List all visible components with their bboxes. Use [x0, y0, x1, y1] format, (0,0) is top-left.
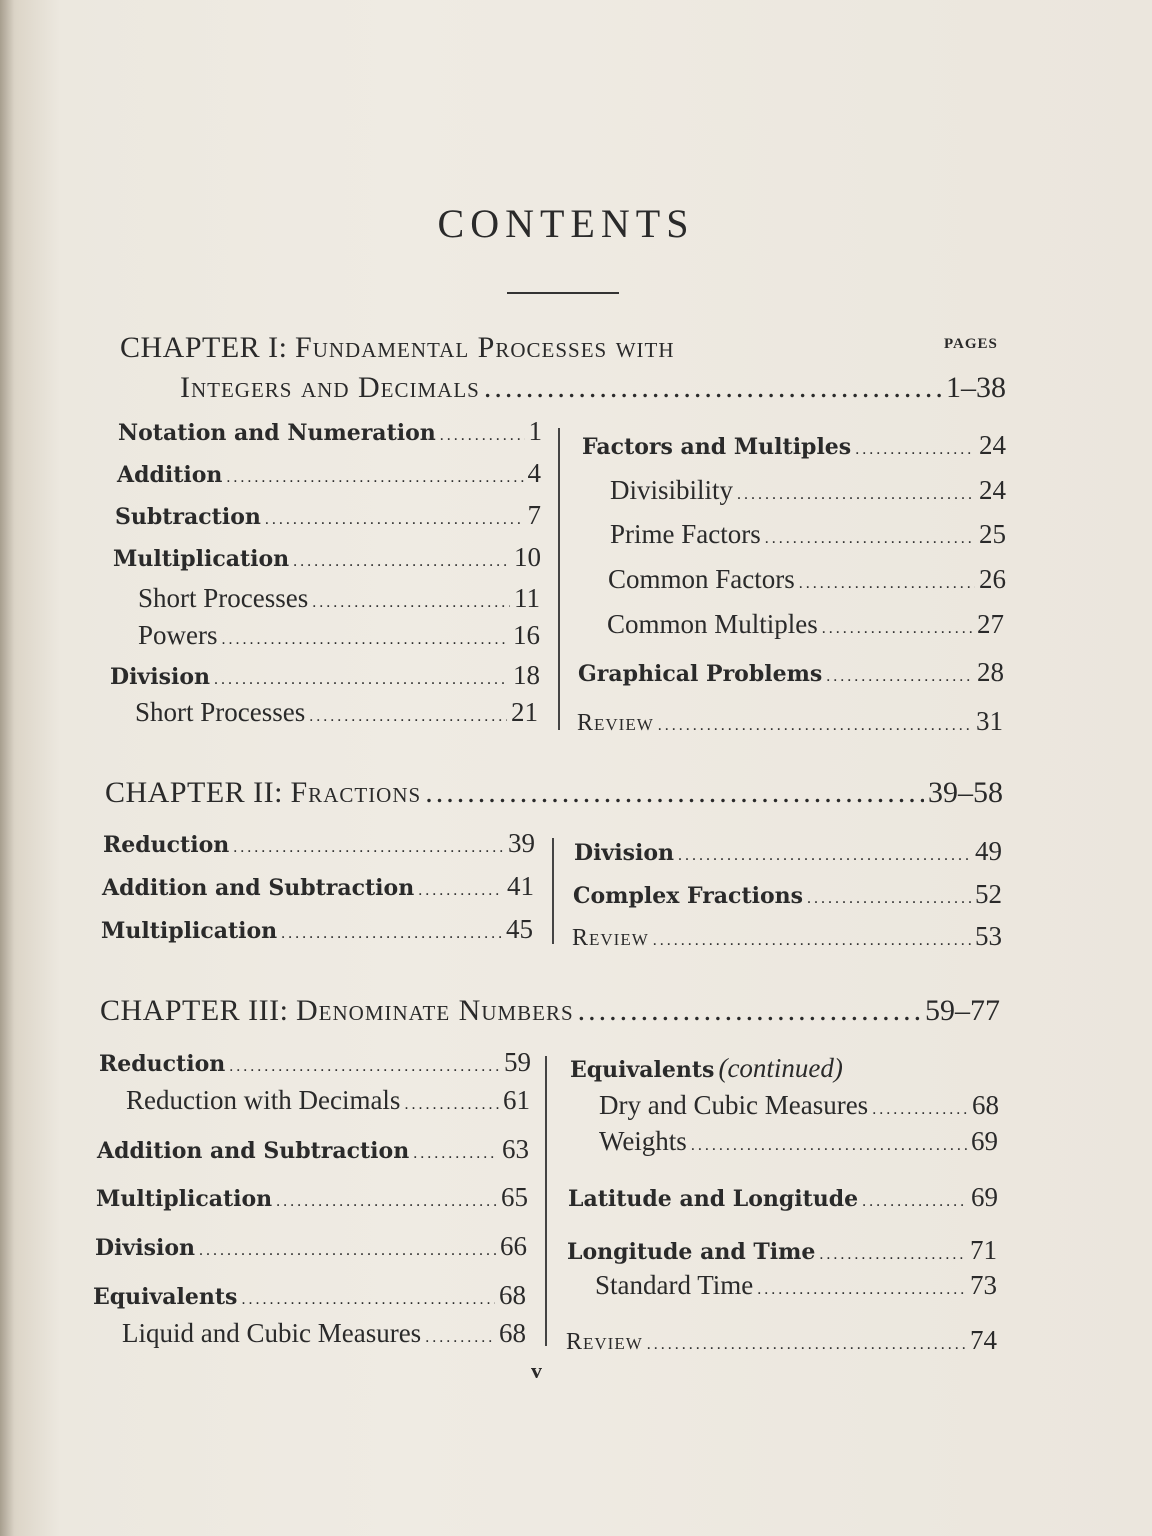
toc-subentry: Weights ..... 69 [599, 1126, 998, 1157]
toc-subentry: Common Multiples ..... 27 [607, 609, 1004, 640]
toc-entry: Factors and Multiples ..... 24 [582, 430, 1006, 461]
chapter-3-heading: CHAPTER III: Denominate Numbers ..... 59–77 [100, 993, 1000, 1029]
toc-entry: Multiplication ..... 10 [113, 542, 541, 573]
toc-entry: Division ..... 66 [95, 1231, 527, 1262]
contents-title: CONTENTS [437, 201, 695, 246]
toc-review: Review ..... 31 [577, 706, 1003, 737]
toc-entry: Longitude and Time ..... 71 [567, 1235, 997, 1266]
toc-subentry: Dry and Cubic Measures ..... 68 [599, 1090, 999, 1121]
toc-entry: Graphical Problems ..... 28 [578, 657, 1004, 688]
column-divider [558, 428, 560, 730]
column-divider [552, 838, 554, 944]
toc-entry: Reduction ..... 59 [99, 1047, 531, 1078]
toc-entry: Addition and Subtraction ..... 63 [97, 1134, 529, 1165]
toc-subentry: Divisibility ..... 24 [610, 475, 1006, 506]
toc-entry: Multiplication ..... 65 [96, 1182, 528, 1213]
toc-entry: Equivalents (continued) [570, 1053, 843, 1083]
toc-subentry: Short Processes ..... 11 [138, 583, 540, 614]
toc-subentry: Standard Time ..... 73 [595, 1270, 997, 1301]
toc-entry: Division ..... 49 [574, 836, 1002, 867]
toc-subentry: Prime Factors ..... 25 [610, 519, 1006, 550]
toc-review: Review ..... 74 [566, 1325, 997, 1356]
toc-entry: Addition and Subtraction ..... 41 [102, 871, 534, 902]
chapter-2-heading: CHAPTER II: Fractions ..... 39–58 [105, 775, 1003, 811]
chapter-1-heading: CHAPTER I: Fundamental Processes with [120, 331, 675, 364]
toc-subentry: Common Factors ..... 26 [608, 564, 1006, 595]
column-divider [545, 1056, 547, 1346]
toc-subentry: Liquid and Cubic Measures ..... 68 [122, 1318, 526, 1349]
toc-subentry: Short Processes ..... 21 [135, 697, 538, 728]
toc-entry: Latitude and Longitude ..... 69 [568, 1182, 998, 1213]
toc-entry: Notation and Numeration ..... 1 [118, 416, 542, 447]
toc-entry: Multiplication ..... 45 [101, 914, 533, 945]
toc-entry: Subtraction ..... 7 [115, 500, 541, 531]
title-rule [507, 292, 619, 294]
toc-entry: Equivalents ..... 68 [93, 1280, 526, 1311]
toc-review: Review ..... 53 [572, 921, 1002, 952]
page-folio: v [531, 1358, 542, 1383]
toc-entry: Complex Fractions ..... 52 [573, 879, 1002, 910]
pages-column-header: PAGES [944, 336, 998, 352]
toc-subentry: Reduction with Decimals ..... 61 [126, 1085, 530, 1116]
toc-entry: Division ..... 18 [110, 660, 540, 691]
toc-entry: Addition ..... 4 [117, 458, 541, 489]
chapter-1-heading-line2: Integers and Decimals ..... 1–38 [180, 370, 1006, 406]
toc-subentry: Powers ..... 16 [138, 620, 540, 651]
toc-entry: Reduction ..... 39 [103, 828, 535, 859]
